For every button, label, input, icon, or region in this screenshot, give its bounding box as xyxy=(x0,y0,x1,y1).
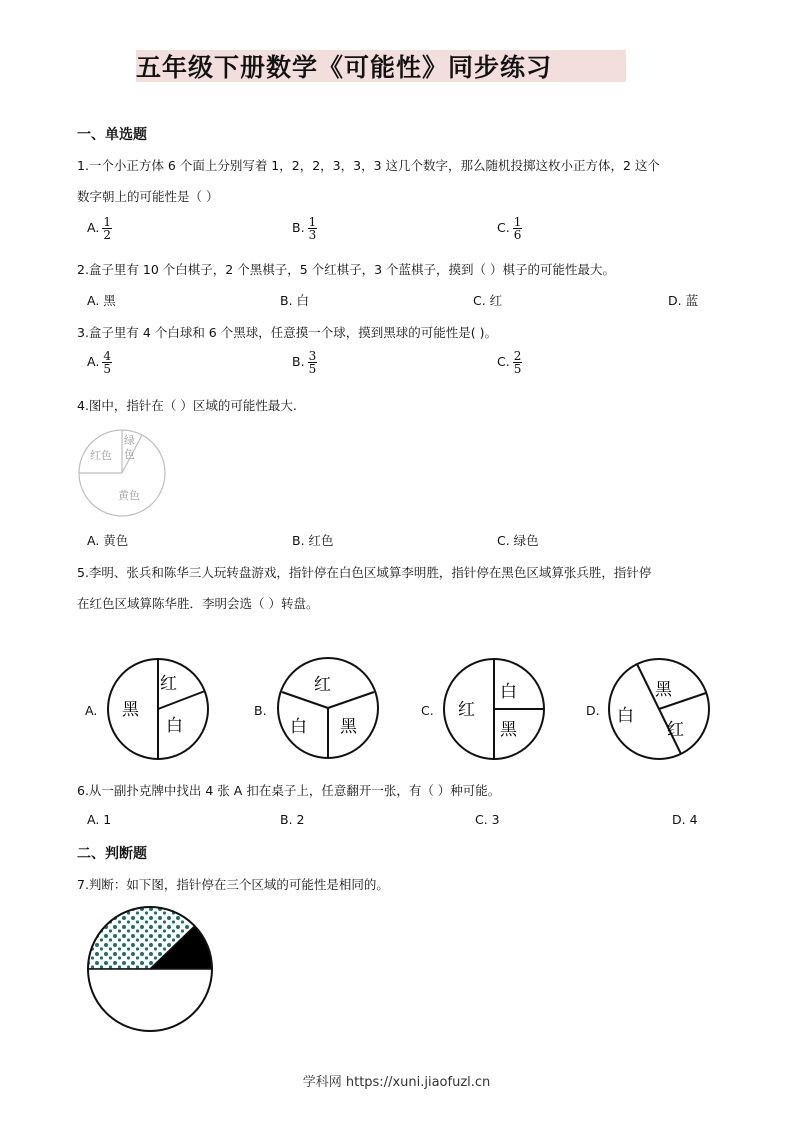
question-6-text: 6.从一副扑克牌中找出 4 张 A 扣在桌子上，任意翻开一张，有（ ）种可能。 xyxy=(77,783,501,798)
fraction: $\frac{1}{2}$ xyxy=(103,215,111,242)
q1-option-a[interactable]: A. $\frac{1}{2}$ xyxy=(87,215,111,242)
q2-option-c[interactable]: C. 红 xyxy=(473,293,503,308)
q5-option-d-label[interactable]: D. xyxy=(586,703,600,718)
q2-option-b[interactable]: B. 白 xyxy=(280,293,310,308)
footer-source: 学科网 https://xuni.jiaofuzl.cn xyxy=(302,1075,491,1090)
q1-option-b[interactable]: B. $\frac{1}{3}$ xyxy=(292,215,317,242)
question-2-text: 2.盒子里有 10 个白棋子，2 个黑棋子，5 个红棋子，3 个蓝棋子，摸到（ ）棋子的可能性最大。 xyxy=(77,262,616,277)
q5-spinner-a[interactable] xyxy=(104,657,212,761)
spinner-label: 红 xyxy=(458,700,475,720)
spinner-label: 白 xyxy=(290,717,307,737)
q1-option-c[interactable]: C. $\frac{1}{6}$ xyxy=(497,215,522,242)
q3-option-c[interactable]: C. $\frac{2}{5}$ xyxy=(497,349,522,376)
q4-option-c[interactable]: C. 绿色 xyxy=(497,533,539,548)
section-heading-single-choice: 一、单选题 xyxy=(77,127,147,143)
fraction: $\frac{1}{3}$ xyxy=(308,215,317,242)
q2-option-d[interactable]: D. 蓝 xyxy=(668,293,699,308)
q7-pie-chart xyxy=(85,906,215,1036)
spinner-label: 黑 xyxy=(500,720,517,740)
pie-label-yellow: 黄色 xyxy=(118,489,140,502)
spinner-label: 黑 xyxy=(122,700,139,720)
q6-option-c[interactable]: C. 3 xyxy=(475,812,500,827)
spinner-label: 黑 xyxy=(655,680,672,700)
q4-option-a[interactable]: A. 黄色 xyxy=(87,533,129,548)
spinner-label: 红 xyxy=(160,674,177,694)
q5-option-c-label[interactable]: C. xyxy=(421,703,434,718)
pie-white-sector xyxy=(88,969,212,1031)
spinner-label: 白 xyxy=(617,706,634,726)
spinner-label: 白 xyxy=(500,682,517,702)
section-heading-true-false: 二、判断题 xyxy=(77,846,147,862)
question-7-text: 7.判断：如下图，指针停在三个区域的可能性是相同的。 xyxy=(77,877,389,892)
q2-option-a[interactable]: A. 黑 xyxy=(87,293,116,308)
q5-spinner-c[interactable] xyxy=(440,657,548,761)
question-5-line-2: 在红色区域算陈华胜．李明会选（ ）转盘。 xyxy=(77,596,319,611)
q6-option-b[interactable]: B. 2 xyxy=(280,812,305,827)
q4-option-b[interactable]: B. 红色 xyxy=(292,533,334,548)
q4-pie-chart xyxy=(76,426,170,520)
pie-label-green-2: 色 xyxy=(124,448,135,461)
q5-option-a-label[interactable]: A. xyxy=(85,703,98,718)
q5-spinner-b[interactable] xyxy=(274,656,382,760)
fraction: $\frac{4}{5}$ xyxy=(103,349,111,376)
question-3-text: 3.盒子里有 4 个白球和 6 个黑球，任意摸一个球，摸到黑球的可能性是( )。 xyxy=(77,325,497,340)
fraction: $\frac{1}{6}$ xyxy=(513,215,522,242)
pie-label-red: 红色 xyxy=(90,449,112,462)
q5-spinner-d[interactable] xyxy=(605,657,713,761)
question-4-text: 4.图中，指针在（ ）区域的可能性最大. xyxy=(77,398,297,413)
q6-option-d[interactable]: D. 4 xyxy=(672,812,698,827)
spinner-label: 白 xyxy=(166,716,183,736)
q6-option-a[interactable]: A. 1 xyxy=(87,812,112,827)
question-5-line-1: 5.李明、张兵和陈华三人玩转盘游戏，指针停在白色区域算李明胜，指针停在黑色区域算张兵胜，指针停 xyxy=(77,565,652,580)
spinner-label: 黑 xyxy=(340,717,357,737)
question-1-line-2: 数字朝上的可能性是（ ） xyxy=(77,189,219,204)
pie-label-green-1: 绿 xyxy=(124,434,135,447)
q3-option-b[interactable]: B. $\frac{3}{5}$ xyxy=(292,349,317,376)
spinner-label: 红 xyxy=(314,675,331,695)
q3-option-a[interactable]: A. $\frac{4}{5}$ xyxy=(87,349,111,376)
fraction: $\frac{2}{5}$ xyxy=(513,349,522,376)
spinner-label: 红 xyxy=(667,720,684,740)
page-title: 五年级下册数学《可能性》同步练习 xyxy=(136,53,553,82)
fraction: $\frac{3}{5}$ xyxy=(308,349,317,376)
question-1-line-1: 1.一个小正方体 6 个面上分别写着 1，2，2，3，3，3 这几个数字，那么随机投掷这枚小正方体，2 这个 xyxy=(77,158,660,173)
q5-option-b-label[interactable]: B. xyxy=(254,703,267,718)
